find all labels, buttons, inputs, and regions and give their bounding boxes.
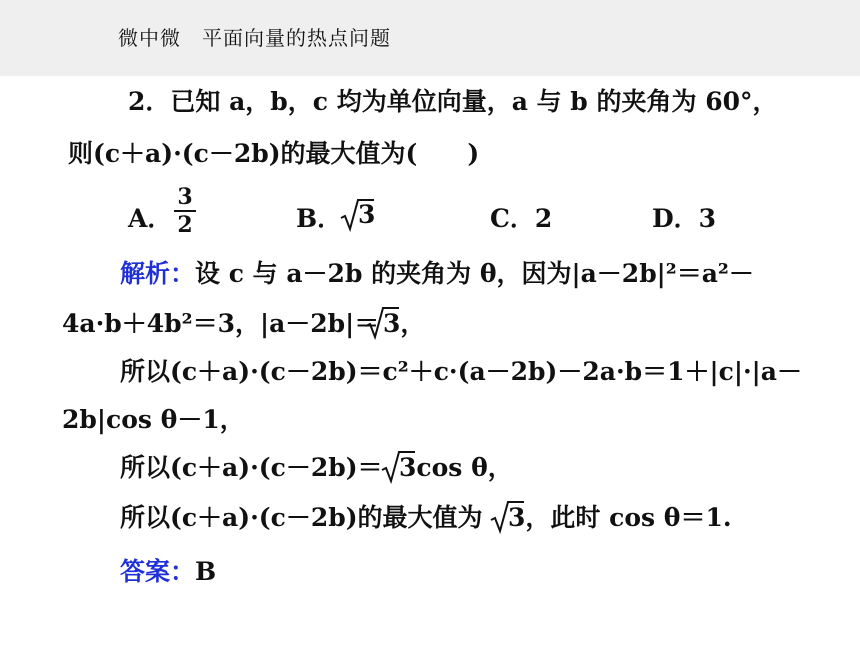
solution-line-3: 所以(c＋a)·(c－2b)＝c²＋c·(a－2b)－2a·b＝1＋|c|·|a－ [120, 357, 802, 386]
solution-text-6-pre: 所以(c＋a)·(c－2b)的最大值为 [120, 503, 483, 532]
solution-line-2 [62, 308, 379, 340]
question-line-2: 则(c＋a)·(c－2b)的最大值为( ) [68, 139, 480, 168]
fraction-numerator: 3 [174, 184, 196, 212]
fraction-denominator: 2 [177, 212, 193, 238]
solution-text-1: 设 c 与 a－2b 的夹角为 θ，因为|a－2b|²＝a²－ [195, 259, 754, 288]
answer-label: 答案： [120, 557, 196, 586]
sqrt-icon [340, 198, 360, 232]
solution-line-4: 2b|cos θ－1， [62, 405, 245, 434]
option-a-fraction [174, 184, 196, 238]
sqrt-icon [365, 306, 385, 340]
solution-label: 解析： [120, 259, 196, 288]
solution-line-5 [120, 452, 383, 484]
option-b-value: 3 [358, 200, 376, 229]
sqrt-icon [490, 500, 510, 534]
answer-value: B [195, 557, 217, 586]
header-title: 微中微 平面向量的热点问题 [118, 26, 391, 50]
solution-text-5-rad: 3cos θ， [399, 453, 513, 482]
option-c: C．2 [490, 204, 553, 233]
page-header [0, 0, 860, 76]
option-d: D．3 [652, 204, 717, 233]
solution-text-5-pre: 所以(c＋a)·(c－2b)＝ [120, 453, 383, 482]
sqrt-bar [358, 199, 374, 201]
question-line-1: 2．已知 a，b，c 均为单位向量，a 与 b 的夹角为 60°， [128, 87, 778, 116]
solution-line-6 [120, 502, 483, 534]
sqrt-icon [381, 450, 401, 484]
solution-line-1 [120, 258, 754, 290]
option-a-label: A． [128, 204, 173, 233]
solution-text-2-rad: 3， [383, 309, 426, 338]
answer-line [120, 556, 216, 588]
solution-text-2-pre: 4a·b＋4b²＝3，|a－2b|＝ [62, 309, 380, 338]
solution-text-6-rad: 3，此时 cos θ＝1. [508, 503, 732, 532]
option-b-label: B． [296, 204, 343, 233]
